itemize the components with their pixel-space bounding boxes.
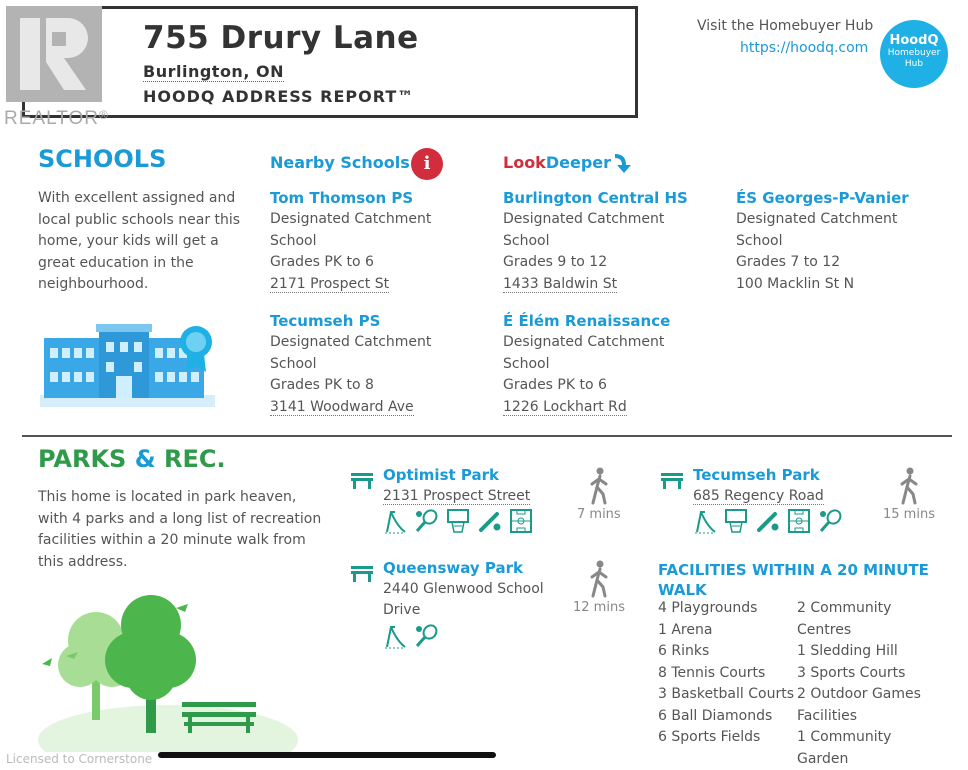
tennis-icon bbox=[413, 508, 439, 534]
nearby-schools-label: Nearby Schools bbox=[270, 153, 410, 172]
hub-label: Visit the Homebuyer Hub bbox=[697, 18, 873, 34]
park-address: 2131 Prospect Street bbox=[383, 486, 530, 507]
schools-title: SCHOOLS bbox=[38, 145, 166, 173]
list-item: 1 Arena bbox=[658, 620, 794, 642]
home-indicator-bar[interactable] bbox=[158, 752, 496, 758]
realtor-logo-icon bbox=[6, 6, 102, 102]
school-address[interactable]: 2171 Prospect St bbox=[270, 276, 389, 293]
park-facility-icons bbox=[383, 623, 445, 653]
walk-time: 15 mins bbox=[883, 507, 935, 522]
school-card: É Élém Renaissance Designated Catchment School Grades PK to 6 1226 Lockhart Rd bbox=[503, 311, 718, 418]
school-name[interactable]: Tom Thomson PS bbox=[270, 188, 485, 209]
slide-icon bbox=[693, 508, 717, 534]
facilities-title: FACILITIES WITHIN A 20 MINUTE WALK bbox=[658, 560, 938, 600]
badge-title: HoodQ bbox=[880, 33, 948, 48]
park-facility-icons bbox=[693, 508, 849, 538]
park-trees-icon bbox=[38, 590, 300, 752]
address-city: Burlington, ON bbox=[143, 62, 284, 82]
school-card: ÉS Georges-P-Vanier Designated Catchment School Grades 7 to 12 100 Macklin St N bbox=[736, 188, 951, 295]
sports-field-icon bbox=[787, 508, 811, 534]
list-item: 8 Tennis Courts bbox=[658, 663, 794, 685]
walk-time: 12 mins bbox=[573, 600, 625, 615]
park-name[interactable]: Queensway Park bbox=[383, 559, 523, 577]
facilities-right-list bbox=[797, 598, 921, 770]
school-name[interactable]: É Élém Renaissance bbox=[503, 311, 718, 332]
bench-icon bbox=[350, 564, 374, 582]
list-item: 2 Community bbox=[797, 598, 921, 620]
list-item: Garden bbox=[797, 749, 921, 770]
schools-description: With excellent assigned and local public schools near this home, your kids will get a great education in the neighbourhood. bbox=[38, 188, 248, 296]
baseball-bat-icon bbox=[755, 508, 781, 534]
list-item: Facilities bbox=[797, 706, 921, 728]
basketball-hoop-icon bbox=[445, 508, 471, 534]
realtor-wordmark: REALTOR® bbox=[4, 108, 109, 130]
bench-icon bbox=[350, 471, 374, 489]
slide-icon bbox=[383, 508, 407, 534]
walking-person-icon bbox=[587, 467, 611, 505]
park-name[interactable]: Tecumseh Park bbox=[693, 466, 820, 484]
walking-person-icon bbox=[587, 560, 611, 598]
hub-link[interactable]: https://hoodq.com bbox=[740, 40, 868, 56]
badge-line1: Homebuyer bbox=[880, 48, 948, 59]
baseball-bat-icon bbox=[477, 508, 503, 534]
school-name[interactable]: Tecumseh PS bbox=[270, 311, 485, 332]
basketball-hoop-icon bbox=[723, 508, 749, 534]
park-name[interactable]: Optimist Park bbox=[383, 466, 499, 484]
school-address[interactable]: 3141 Woodward Ave bbox=[270, 399, 414, 416]
list-item: 2 Outdoor Games bbox=[797, 684, 921, 706]
park-facility-icons bbox=[383, 508, 539, 538]
school-address[interactable]: 1433 Baldwin St bbox=[503, 276, 617, 293]
school-card: Burlington Central HS Designated Catchment School Grades 9 to 12 1433 Baldwin St bbox=[503, 188, 718, 295]
info-icon[interactable]: i bbox=[411, 148, 443, 180]
school-card: Tom Thomson PS Designated Catchment School Grades PK to 6 2171 Prospect St bbox=[270, 188, 485, 295]
list-item: 3 Basketball Courts bbox=[658, 684, 794, 706]
bench-icon bbox=[660, 471, 684, 489]
school-name[interactable]: ÉS Georges-P-Vanier bbox=[736, 188, 951, 209]
school-name[interactable]: Burlington Central HS bbox=[503, 188, 718, 209]
park-address: 2440 Glenwood School Drive bbox=[383, 579, 544, 621]
address-title: 755 Drury Lane bbox=[143, 20, 419, 56]
report-title: HOODQ ADDRESS REPORT™ bbox=[143, 87, 414, 106]
look-deeper-label[interactable]: LookDeeper bbox=[503, 153, 611, 172]
list-item: Centres bbox=[797, 620, 921, 642]
school-address[interactable]: 1226 Lockhart Rd bbox=[503, 399, 627, 416]
list-item: 6 Sports Fields bbox=[658, 727, 794, 749]
parks-description: This home is located in park heaven, with 4 parks and a long list of recreation facilities within a 20 minute walk from this address. bbox=[38, 487, 323, 573]
list-item: 6 Rinks bbox=[658, 641, 794, 663]
list-item: 4 Playgrounds bbox=[658, 598, 794, 620]
school-building-icon bbox=[40, 320, 215, 410]
list-item: 1 Sledding Hill bbox=[797, 641, 921, 663]
sports-field-icon bbox=[509, 508, 533, 534]
list-item: 3 Sports Courts bbox=[797, 663, 921, 685]
hoodq-badge[interactable] bbox=[880, 20, 948, 88]
school-address: 100 Macklin St N bbox=[736, 274, 951, 296]
slide-icon bbox=[383, 623, 407, 649]
park-address: 685 Regency Road bbox=[693, 486, 824, 507]
tennis-icon bbox=[413, 623, 439, 649]
section-divider bbox=[22, 435, 952, 437]
license-text: Licensed to Cornerstone bbox=[6, 752, 152, 766]
walking-person-icon bbox=[897, 467, 921, 505]
facilities-left-list bbox=[658, 598, 794, 749]
parks-title: PARKS & REC. bbox=[38, 445, 226, 473]
arrow-down-icon bbox=[612, 153, 632, 175]
list-item: 6 Ball Diamonds bbox=[658, 706, 794, 728]
list-item: 1 Community bbox=[797, 727, 921, 749]
school-card: Tecumseh PS Designated Catchment School Grades PK to 8 3141 Woodward Ave bbox=[270, 311, 485, 418]
badge-line2: Hub bbox=[880, 59, 948, 70]
walk-time: 7 mins bbox=[577, 507, 621, 522]
tennis-icon bbox=[817, 508, 843, 534]
